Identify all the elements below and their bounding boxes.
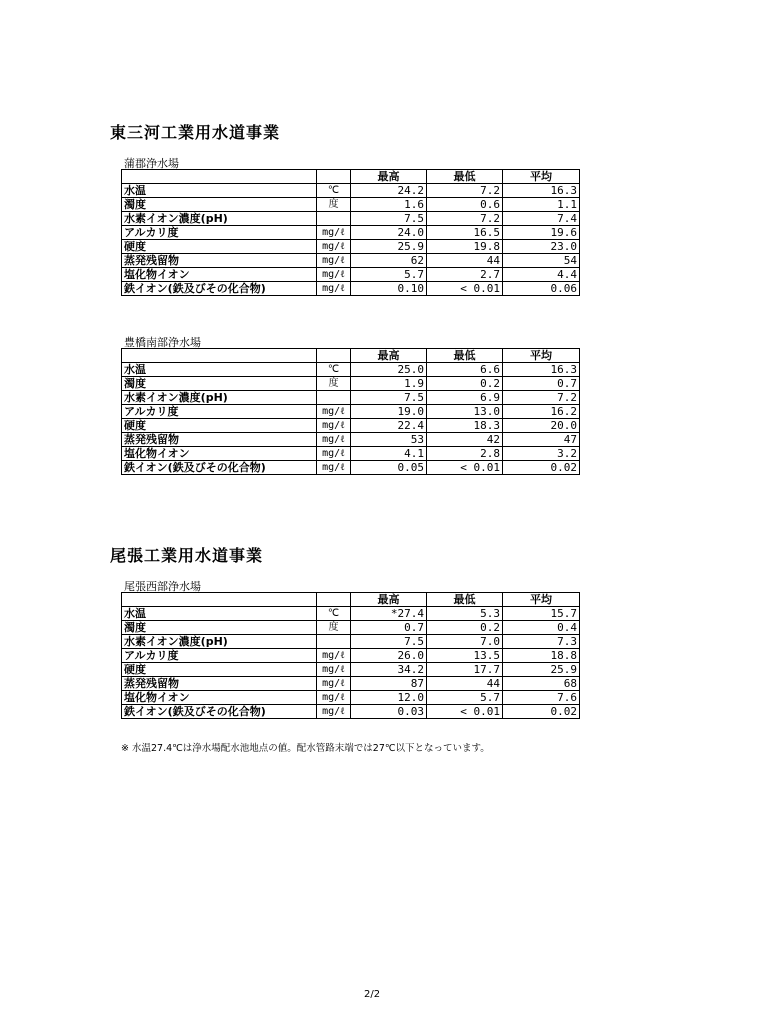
unit-cell: mg/ℓ — [317, 268, 351, 282]
avg-cell: 4.4 — [503, 268, 580, 282]
max-cell: 4.1 — [351, 447, 427, 461]
item-cell: アルカリ度 — [122, 226, 317, 240]
max-cell: 12.0 — [351, 691, 427, 705]
max-cell: 1.9 — [351, 377, 427, 391]
column-header — [317, 170, 351, 184]
item-cell: 鉄イオン(鉄及びその化合物) — [122, 461, 317, 475]
avg-cell: 7.6 — [503, 691, 580, 705]
unit-cell: mg/ℓ — [317, 461, 351, 475]
min-cell: 19.8 — [427, 240, 503, 254]
avg-cell: 68 — [503, 677, 580, 691]
water-quality-table-owari-seibu — [121, 592, 580, 719]
table-row — [122, 254, 580, 268]
column-header — [317, 593, 351, 607]
max-cell: *27.4 — [351, 607, 427, 621]
item-cell: 蒸発残留物 — [122, 433, 317, 447]
min-cell: 6.9 — [427, 391, 503, 405]
item-cell: アルカリ度 — [122, 405, 317, 419]
table-row — [122, 226, 580, 240]
unit-cell: mg/ℓ — [317, 649, 351, 663]
min-cell: 13.5 — [427, 649, 503, 663]
avg-cell: 0.7 — [503, 377, 580, 391]
item-cell: 水素イオン濃度(pH) — [122, 635, 317, 649]
table-row — [122, 198, 580, 212]
max-cell: 0.05 — [351, 461, 427, 475]
item-cell: 鉄イオン(鉄及びその化合物) — [122, 282, 317, 296]
avg-cell: 0.02 — [503, 461, 580, 475]
item-cell: 硬度 — [122, 240, 317, 254]
table-row — [122, 705, 580, 719]
table-row — [122, 391, 580, 405]
unit-cell — [317, 391, 351, 405]
item-cell: 濁度 — [122, 377, 317, 391]
table-row — [122, 649, 580, 663]
section-title-higashi-mikawa: 東三河工業用水道事業 — [110, 123, 281, 142]
item-cell: 蒸発残留物 — [122, 254, 317, 268]
avg-cell: 16.3 — [503, 184, 580, 198]
avg-cell: 7.2 — [503, 391, 580, 405]
column-header — [317, 349, 351, 363]
plant-name-toyohashi-nanbu: 豊橋南部浄水場 — [124, 336, 201, 349]
table-row — [122, 461, 580, 475]
table-row — [122, 621, 580, 635]
footnote-water-temperature: ※ 水温27.4℃は浄水場配水池地点の値。配水管路末端では27℃以下となっています。 — [121, 743, 490, 754]
table-row — [122, 240, 580, 254]
avg-cell: 0.06 — [503, 282, 580, 296]
unit-cell: mg/ℓ — [317, 677, 351, 691]
min-cell: 5.3 — [427, 607, 503, 621]
avg-cell: 54 — [503, 254, 580, 268]
avg-cell: 3.2 — [503, 447, 580, 461]
item-cell: 蒸発残留物 — [122, 677, 317, 691]
max-cell: 25.9 — [351, 240, 427, 254]
table-row — [122, 282, 580, 296]
avg-cell: 0.02 — [503, 705, 580, 719]
item-cell: 塩化物イオン — [122, 447, 317, 461]
max-cell: 25.0 — [351, 363, 427, 377]
avg-cell: 15.7 — [503, 607, 580, 621]
column-header: 最高 — [351, 170, 427, 184]
table-row — [122, 635, 580, 649]
min-cell: < 0.01 — [427, 282, 503, 296]
min-cell: 2.7 — [427, 268, 503, 282]
avg-cell: 0.4 — [503, 621, 580, 635]
max-cell: 7.5 — [351, 635, 427, 649]
min-cell: 7.2 — [427, 184, 503, 198]
min-cell: 0.2 — [427, 377, 503, 391]
unit-cell: 度 — [317, 621, 351, 635]
table-header-row — [122, 593, 580, 607]
max-cell: 5.7 — [351, 268, 427, 282]
table-row — [122, 405, 580, 419]
page-number: 2/2 — [364, 989, 381, 1000]
item-cell: 水素イオン濃度(pH) — [122, 212, 317, 226]
unit-cell: mg/ℓ — [317, 433, 351, 447]
unit-cell: ℃ — [317, 184, 351, 198]
item-cell: 塩化物イオン — [122, 691, 317, 705]
plant-name-gamagori: 蒲郡浄水場 — [124, 157, 179, 170]
column-header — [122, 170, 317, 184]
min-cell: < 0.01 — [427, 461, 503, 475]
column-header: 最低 — [427, 349, 503, 363]
max-cell: 34.2 — [351, 663, 427, 677]
item-cell: 鉄イオン(鉄及びその化合物) — [122, 705, 317, 719]
table-row — [122, 677, 580, 691]
table-row — [122, 607, 580, 621]
min-cell: 13.0 — [427, 405, 503, 419]
column-header: 最高 — [351, 349, 427, 363]
table-row — [122, 419, 580, 433]
max-cell: 7.5 — [351, 212, 427, 226]
min-cell: < 0.01 — [427, 705, 503, 719]
max-cell: 7.5 — [351, 391, 427, 405]
max-cell: 0.7 — [351, 621, 427, 635]
min-cell: 16.5 — [427, 226, 503, 240]
item-cell: 水素イオン濃度(pH) — [122, 391, 317, 405]
max-cell: 1.6 — [351, 198, 427, 212]
unit-cell: mg/ℓ — [317, 691, 351, 705]
avg-cell: 7.3 — [503, 635, 580, 649]
item-cell: 濁度 — [122, 198, 317, 212]
column-header: 最低 — [427, 593, 503, 607]
unit-cell: mg/ℓ — [317, 254, 351, 268]
item-cell: 水温 — [122, 363, 317, 377]
unit-cell: ℃ — [317, 363, 351, 377]
table-row — [122, 363, 580, 377]
unit-cell: mg/ℓ — [317, 447, 351, 461]
avg-cell: 18.8 — [503, 649, 580, 663]
max-cell: 26.0 — [351, 649, 427, 663]
column-header: 平均 — [503, 170, 580, 184]
unit-cell — [317, 212, 351, 226]
item-cell: 水温 — [122, 184, 317, 198]
max-cell: 87 — [351, 677, 427, 691]
unit-cell: mg/ℓ — [317, 240, 351, 254]
unit-cell: 度 — [317, 377, 351, 391]
avg-cell: 16.3 — [503, 363, 580, 377]
max-cell: 24.2 — [351, 184, 427, 198]
min-cell: 0.6 — [427, 198, 503, 212]
min-cell: 17.7 — [427, 663, 503, 677]
column-header — [122, 349, 317, 363]
min-cell: 0.2 — [427, 621, 503, 635]
max-cell: 53 — [351, 433, 427, 447]
max-cell: 62 — [351, 254, 427, 268]
avg-cell: 23.0 — [503, 240, 580, 254]
water-quality-table-toyohashi-nanbu — [121, 348, 580, 475]
avg-cell: 25.9 — [503, 663, 580, 677]
avg-cell: 7.4 — [503, 212, 580, 226]
unit-cell: mg/ℓ — [317, 705, 351, 719]
item-cell: 硬度 — [122, 419, 317, 433]
max-cell: 0.03 — [351, 705, 427, 719]
unit-cell: mg/ℓ — [317, 226, 351, 240]
unit-cell: mg/ℓ — [317, 282, 351, 296]
item-cell: 水温 — [122, 607, 317, 621]
min-cell: 18.3 — [427, 419, 503, 433]
plant-name-owari-seibu: 尾張西部浄水場 — [124, 580, 201, 593]
column-header: 最低 — [427, 170, 503, 184]
min-cell: 44 — [427, 677, 503, 691]
max-cell: 24.0 — [351, 226, 427, 240]
column-header: 平均 — [503, 349, 580, 363]
max-cell: 19.0 — [351, 405, 427, 419]
item-cell: アルカリ度 — [122, 649, 317, 663]
column-header: 平均 — [503, 593, 580, 607]
section-title-owari: 尾張工業用水道事業 — [110, 546, 264, 565]
unit-cell — [317, 635, 351, 649]
table-row — [122, 212, 580, 226]
avg-cell: 1.1 — [503, 198, 580, 212]
min-cell: 44 — [427, 254, 503, 268]
max-cell: 22.4 — [351, 419, 427, 433]
unit-cell: ℃ — [317, 607, 351, 621]
min-cell: 7.2 — [427, 212, 503, 226]
table-header-row — [122, 349, 580, 363]
min-cell: 6.6 — [427, 363, 503, 377]
unit-cell: 度 — [317, 198, 351, 212]
unit-cell: mg/ℓ — [317, 419, 351, 433]
unit-cell: mg/ℓ — [317, 405, 351, 419]
table-row — [122, 691, 580, 705]
min-cell: 5.7 — [427, 691, 503, 705]
table-row — [122, 184, 580, 198]
water-quality-table-gamagori — [121, 169, 580, 296]
min-cell: 2.8 — [427, 447, 503, 461]
table-row — [122, 377, 580, 391]
item-cell: 濁度 — [122, 621, 317, 635]
avg-cell: 19.6 — [503, 226, 580, 240]
min-cell: 7.0 — [427, 635, 503, 649]
table-row — [122, 447, 580, 461]
avg-cell: 47 — [503, 433, 580, 447]
item-cell: 硬度 — [122, 663, 317, 677]
table-header-row — [122, 170, 580, 184]
min-cell: 42 — [427, 433, 503, 447]
table-row — [122, 433, 580, 447]
table-row — [122, 268, 580, 282]
column-header: 最高 — [351, 593, 427, 607]
unit-cell: mg/ℓ — [317, 663, 351, 677]
table-row — [122, 663, 580, 677]
item-cell: 塩化物イオン — [122, 268, 317, 282]
column-header — [122, 593, 317, 607]
max-cell: 0.10 — [351, 282, 427, 296]
avg-cell: 16.2 — [503, 405, 580, 419]
avg-cell: 20.0 — [503, 419, 580, 433]
